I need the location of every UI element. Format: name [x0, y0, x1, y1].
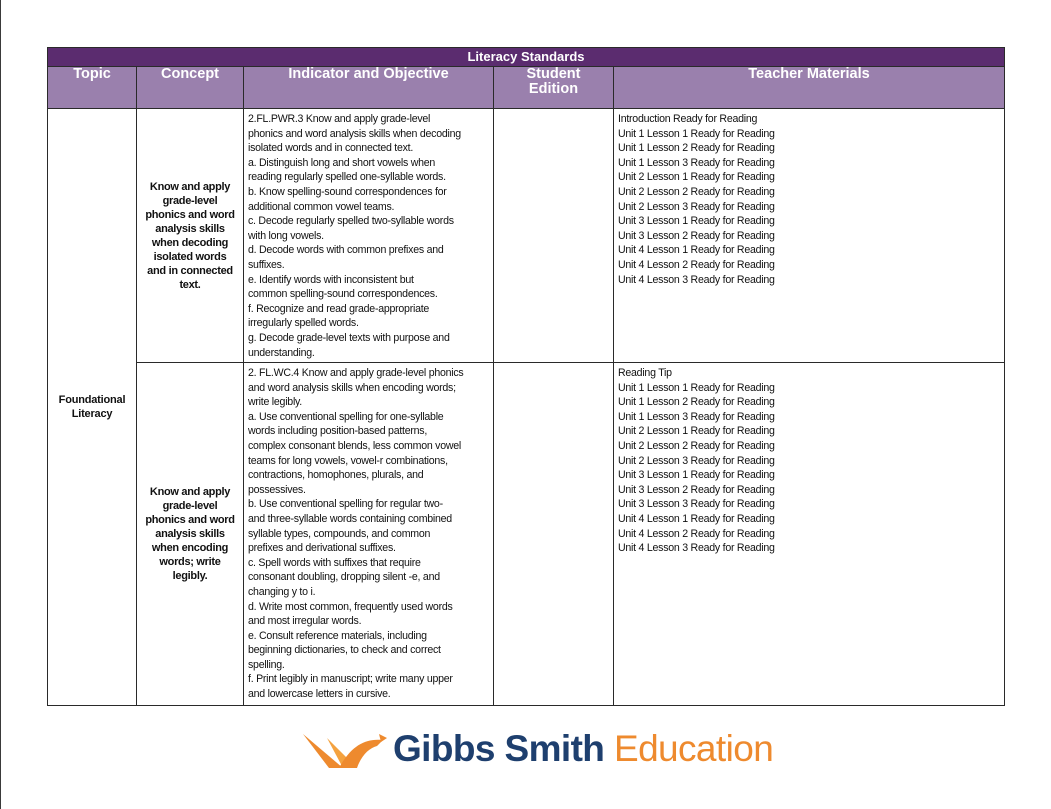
concept-line: words; write: [159, 556, 221, 568]
indicator-line: e. Identify words with inconsistent but: [248, 273, 414, 286]
concept-line: analysis skills: [155, 528, 225, 540]
indicator-line: spelling.: [248, 658, 285, 671]
indicator-line: understanding.: [248, 346, 315, 359]
indicator-cell: [244, 363, 494, 706]
header-student-edition: [494, 67, 614, 109]
header-indicator: Indicator and Objective: [244, 67, 494, 109]
teacher-material-item: Unit 2 Lesson 3 Ready for Reading: [618, 200, 775, 213]
concept-line: when encoding: [151, 542, 229, 554]
indicator-line: consonant doubling, dropping silent -e, and: [248, 571, 440, 584]
indicator-line: and most irregular words.: [248, 615, 362, 628]
header-student-edition-line2: Edition: [528, 81, 579, 97]
indicator-line: suffixes.: [248, 258, 285, 271]
teacher-material-item: Unit 3 Lesson 1 Ready for Reading: [618, 215, 775, 228]
concept-line: Know and apply: [149, 486, 231, 498]
teacher-material-item: Unit 1 Lesson 2 Ready for Reading: [618, 396, 775, 409]
table-row: [48, 109, 1005, 363]
teacher-material-item: Unit 4 Lesson 1 Ready for Reading: [618, 244, 775, 257]
teacher-material-item: Unit 4 Lesson 2 Ready for Reading: [618, 527, 775, 540]
header-topic: Topic: [48, 67, 137, 109]
topic-line: Foundational: [58, 394, 126, 406]
header-student-edition-line1: Student: [526, 66, 581, 82]
indicator-line: phonics and word analysis skills when decoding: [248, 127, 461, 140]
concept-cell: [137, 363, 244, 706]
indicator-line: and word analysis skills when encoding words;: [248, 381, 456, 394]
indicator-line: possessives.: [248, 483, 306, 496]
concept-line: phonics and word: [145, 514, 235, 526]
header-concept: Concept: [137, 67, 244, 109]
table-row: [48, 363, 1005, 706]
teacher-material-item: Unit 3 Lesson 2 Ready for Reading: [618, 483, 775, 496]
indicator-line: c. Decode regularly spelled two-syllable words: [248, 215, 454, 228]
indicator-line: f. Print legibly in manuscript; write many upper: [248, 673, 453, 686]
concept-line: Know and apply: [149, 180, 231, 193]
indicator-line: beginning dictionaries, to check and correct: [248, 644, 441, 657]
teacher-material-item: Unit 3 Lesson 2 Ready for Reading: [618, 229, 775, 242]
teacher-material-item: Reading Tip: [618, 367, 672, 379]
indicator-line: 2.FL.PWR.3 Know and apply grade-level: [248, 113, 431, 125]
concept-line: legibly.: [172, 570, 208, 582]
indicator-line: b. Know spelling-sound correspondences for: [248, 185, 447, 198]
student-edition-cell: [494, 363, 614, 706]
teacher-material-item: Unit 1 Lesson 2 Ready for Reading: [618, 142, 775, 155]
indicator-line: a. Distinguish long and short vowels when: [248, 156, 436, 169]
concept-line: and in connected: [147, 264, 233, 277]
topic-cell: [48, 109, 137, 706]
indicator-line: with long vowels.: [248, 229, 324, 242]
indicator-line: g. Decode grade-level texts with purpose and: [248, 331, 450, 344]
concept-cell: [137, 109, 244, 363]
indicator-line: and three-syllable words containing combined: [248, 512, 452, 525]
teacher-material-item: Unit 4 Lesson 3 Ready for Reading: [618, 273, 775, 286]
indicator-line: prefixes and derivational suffixes.: [248, 542, 396, 555]
indicator-line: a. Use conventional spelling for one-syllable: [248, 410, 444, 423]
gibbs-smith-education-logo: [299, 728, 774, 772]
table-title: Literacy Standards: [48, 48, 1005, 67]
indicator-line: f. Recognize and read grade-appropriate: [248, 302, 430, 315]
teacher-material-item: Unit 2 Lesson 2 Ready for Reading: [618, 439, 775, 452]
concept-line: phonics and word: [145, 208, 235, 221]
indicator-line: write legibly.: [248, 396, 302, 409]
concept-line: grade-level: [162, 500, 218, 512]
indicator-line: and lowercase letters in cursive.: [248, 688, 391, 701]
concept-line: analysis skills: [155, 222, 225, 235]
concept-line: isolated words: [153, 250, 227, 263]
logo-brand-text: Gibbs Smith: [393, 728, 605, 769]
teacher-material-item: Unit 3 Lesson 1 Ready for Reading: [618, 469, 775, 482]
page-left-rule: [0, 0, 1, 809]
bird-logo-icon: [299, 728, 389, 772]
teacher-material-item: Unit 4 Lesson 3 Ready for Reading: [618, 542, 775, 555]
indicator-line: additional common vowel teams.: [248, 200, 395, 213]
teacher-material-item: Unit 4 Lesson 2 Ready for Reading: [618, 258, 775, 271]
concept-line: text.: [179, 278, 201, 291]
concept-line: grade-level: [162, 194, 218, 207]
indicator-line: common spelling-sound correspondences.: [248, 288, 438, 301]
indicator-line: e. Consult reference materials, including: [248, 629, 427, 642]
indicator-line: contractions, homophones, plurals, and: [248, 469, 424, 482]
teacher-material-item: Unit 2 Lesson 3 Ready for Reading: [618, 454, 775, 467]
indicator-line: complex consonant blends, less common vowel: [248, 439, 462, 452]
teacher-material-item: Unit 1 Lesson 1 Ready for Reading: [618, 127, 775, 140]
indicator-line: reading regularly spelled one-syllable words.: [248, 171, 446, 184]
teacher-material-item: Unit 4 Lesson 1 Ready for Reading: [618, 512, 775, 525]
teacher-material-item: Unit 1 Lesson 3 Ready for Reading: [618, 156, 775, 169]
indicator-line: syllable types, compounds, and common: [248, 527, 431, 540]
teacher-material-item: Unit 2 Lesson 1 Ready for Reading: [618, 171, 775, 184]
logo-wordmark: [393, 726, 773, 772]
indicator-line: teams for long vowels, vowel-r combinations,: [248, 454, 448, 467]
indicator-cell: [244, 109, 494, 363]
header-teacher-materials: Teacher Materials: [614, 67, 1005, 109]
indicator-line: d. Write most common, frequently used words: [248, 600, 453, 613]
topic-line: Literacy: [71, 408, 113, 420]
indicator-line: c. Spell words with suffixes that require: [248, 556, 421, 569]
teacher-material-item: Unit 2 Lesson 1 Ready for Reading: [618, 425, 775, 438]
indicator-line: irregularly spelled words.: [248, 317, 359, 330]
student-edition-cell: [494, 109, 614, 363]
teacher-materials-cell: [614, 363, 1005, 706]
teacher-materials-cell: [614, 109, 1005, 363]
literacy-standards-table: [47, 47, 1005, 706]
indicator-line: isolated words and in connected text.: [248, 142, 414, 155]
teacher-material-item: Unit 3 Lesson 3 Ready for Reading: [618, 498, 775, 511]
teacher-material-item: Unit 1 Lesson 1 Ready for Reading: [618, 381, 775, 394]
indicator-line: words including position-based patterns,: [248, 425, 428, 438]
concept-line: when decoding: [151, 236, 229, 249]
teacher-material-item: Introduction Ready for Reading: [618, 113, 758, 125]
teacher-material-item: Unit 2 Lesson 2 Ready for Reading: [618, 185, 775, 198]
teacher-material-item: Unit 1 Lesson 3 Ready for Reading: [618, 410, 775, 423]
indicator-line: b. Use conventional spelling for regular two-: [248, 498, 443, 511]
indicator-line: 2. FL.WC.4 Know and apply grade-level phonics: [248, 367, 464, 379]
indicator-line: changing y to i.: [248, 585, 316, 598]
logo-suffix-text: Education: [614, 728, 774, 769]
indicator-line: d. Decode words with common prefixes and: [248, 244, 444, 257]
